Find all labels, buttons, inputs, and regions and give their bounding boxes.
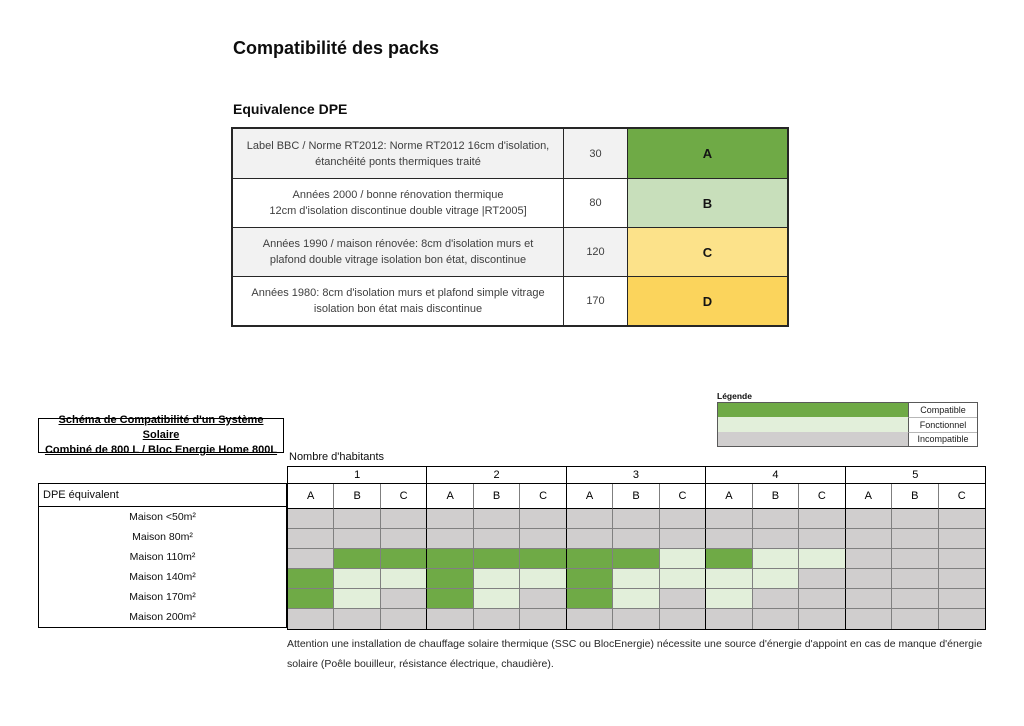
matrix-cell [846,509,892,529]
matrix-data-row [288,569,985,589]
matrix-subcol-cell: B [892,484,938,509]
dpe-grade-cell: D [627,276,787,325]
dpe-description-line: Années 2000 / bonne rénovation thermique [292,189,504,201]
matrix-cell [520,569,566,589]
matrix-cell [846,609,892,629]
note-text [287,634,990,674]
matrix-cell [613,549,659,569]
matrix-cell [939,549,985,569]
matrix-cell [660,509,706,529]
matrix-cell [334,549,380,569]
matrix-row-label: Maison 110m² [129,551,196,563]
matrix-cell [567,549,613,569]
dpe-value-cell: 170 [563,276,627,325]
dpe-grade-cell: C [627,227,787,276]
matrix-cell [288,509,334,529]
matrix-data-row [288,549,985,569]
dpe-value-cell: 30 [563,129,627,178]
matrix-data-row [288,529,985,549]
dpe-description-cell [233,227,563,276]
matrix-cell [427,569,473,589]
matrix-cell [520,549,566,569]
dpe-description-cell [233,129,563,178]
matrix-cell [753,529,799,549]
matrix-subcol-cell: A [567,484,613,509]
matrix-cell [474,589,520,609]
matrix-subcol-cell: B [753,484,799,509]
legend-swatch [718,432,908,446]
schema-title-line: Schéma de Compatibilité d'un Système Solaire [58,414,264,441]
compatibility-matrix [287,466,986,630]
matrix-cell [613,509,659,529]
matrix-cell [660,609,706,629]
dpe-description-line: 12cm d'isolation discontinue double vitrage |RT2005] [269,205,527,217]
dpe-grade-cell: B [627,178,787,227]
matrix-group-cell: 2 [427,467,566,484]
matrix-cell [799,529,845,549]
matrix-cell [753,549,799,569]
dpe-value-cell: 120 [563,227,627,276]
matrix-group-cell: 4 [706,467,845,484]
matrix-cell [334,569,380,589]
dpe-description-line: étanchéité ponts thermiques traité [315,155,481,168]
matrix-cell [334,529,380,549]
matrix-cell [753,509,799,529]
matrix-cell [799,569,845,589]
dpe-grade-cell: A [627,129,787,178]
dpe-description-text [269,187,526,219]
matrix-cell [288,549,334,569]
matrix-cell [474,569,520,589]
matrix-cell [567,509,613,529]
matrix-cell [846,549,892,569]
matrix-subcol-cell: C [520,484,566,509]
matrix-cell [753,589,799,609]
matrix-data-row [288,609,985,629]
legend-label: Compatible [908,403,977,417]
matrix-cell [846,569,892,589]
dpe-description-text [263,236,534,268]
matrix-cell [520,509,566,529]
matrix-data-row [288,589,985,609]
matrix-cell [381,609,427,629]
matrix-cell [706,589,752,609]
matrix-cell [288,589,334,609]
matrix-cell [474,529,520,549]
schema-title-box [38,414,284,456]
note-line: Attention une installation de chauffage solaire thermique (SSC ou BlocEnergie) nécessite une source d'énergie d'appoint en cas de manque d'énergie [287,638,983,650]
matrix-group-cell: 1 [288,467,427,484]
matrix-cell [892,509,938,529]
matrix-cell [567,609,613,629]
matrix-cell [520,529,566,549]
matrix-cell [799,589,845,609]
matrix-cell [567,529,613,549]
matrix-cell [753,609,799,629]
matrix-subcol-header-row [288,484,985,509]
matrix-subcol-cell: C [381,484,427,509]
dpe-description-text [251,285,544,317]
matrix-cell [381,529,427,549]
matrix-cell [613,589,659,609]
legend-label: Incompatible [908,432,977,446]
legend-label: Fonctionnel [908,417,977,431]
matrix-cell [334,609,380,629]
matrix-cell [939,509,985,529]
matrix-cell [892,609,938,629]
matrix-cell [613,529,659,549]
matrix-cell [288,529,334,549]
matrix-cell [892,529,938,549]
matrix-cell [706,569,752,589]
matrix-cell [381,569,427,589]
matrix-row-header: DPE équivalent [39,484,286,507]
matrix-cell [892,569,938,589]
matrix-row-header-box [38,483,287,628]
matrix-cell [892,549,938,569]
matrix-cell [706,549,752,569]
matrix-cell [520,589,566,609]
matrix-cell [660,589,706,609]
dpe-value-cell: 80 [563,178,627,227]
matrix-cell [799,609,845,629]
matrix-cell [334,509,380,529]
matrix-subcol-cell: B [474,484,520,509]
matrix-cell [427,529,473,549]
matrix-cell [613,609,659,629]
matrix-cell [567,589,613,609]
matrix-cell [427,609,473,629]
matrix-cell [799,549,845,569]
matrix-cell [334,589,380,609]
matrix-cell [706,609,752,629]
matrix-cell [939,569,985,589]
matrix-cell [288,609,334,629]
matrix-cell [660,549,706,569]
matrix-row-label: Maison 140m² [129,571,196,583]
matrix-cell [799,509,845,529]
legend-swatch [718,403,908,417]
matrix-subcol-cell: A [288,484,334,509]
matrix-cell [846,529,892,549]
matrix-row-label: Maison <50m² [129,511,196,523]
matrix-cell [660,569,706,589]
matrix-cell [474,509,520,529]
matrix-subcol-cell: A [846,484,892,509]
section-title: Equivalence DPE [233,101,348,117]
matrix-subcol-cell: B [613,484,659,509]
matrix-data-row [288,509,985,529]
dpe-description-cell [233,276,563,325]
matrix-cell [706,509,752,529]
matrix-group-cell: 5 [846,467,985,484]
matrix-subcol-cell: B [334,484,380,509]
matrix-subcol-cell: C [799,484,845,509]
matrix-cell [939,589,985,609]
matrix-cell [381,509,427,529]
matrix-cell [939,529,985,549]
matrix-cell [381,549,427,569]
matrix-row-label: Maison 200m² [129,611,196,623]
dpe-description-cell [233,178,563,227]
matrix-cell [613,569,659,589]
matrix-cell [846,589,892,609]
matrix-group-cell: 3 [567,467,706,484]
page-title: Compatibilité des packs [233,38,440,58]
schema-title-line: Combiné de 800 L / Bloc Energie Home 800L [44,444,278,456]
matrix-group-header-row [288,467,985,484]
matrix-cell [427,589,473,609]
matrix-row-label: Maison 80m² [132,531,193,543]
matrix-cell [892,589,938,609]
dpe-description-text [247,138,550,170]
matrix-cell [660,529,706,549]
legend-swatch [718,417,908,431]
matrix-cell [474,549,520,569]
matrix-subcol-cell: A [427,484,473,509]
matrix-cell [706,529,752,549]
matrix-cell [381,589,427,609]
matrix-cell [567,569,613,589]
matrix-cell [427,549,473,569]
matrix-subcol-cell: C [660,484,706,509]
legend-title: Légende [717,391,752,401]
matrix-cell [520,609,566,629]
matrix-cell [427,509,473,529]
dpe-table [231,127,789,327]
dpe-description-line: plafond double vitrage isolation bon état, discontinue [269,254,527,266]
dpe-description-line: Années 1990 / maison rénovée: 8cm d'isolation murs et [262,238,534,250]
dpe-description-line: Label BBC / Norme RT2012: Norme RT2012 16cm d'isolation, [246,139,550,152]
matrix-cell [474,609,520,629]
note-line: solaire (Poêle bouilleur, résistance électrique, chaudière). [287,658,554,670]
legend-box [717,402,978,447]
matrix-cell [939,609,985,629]
matrix-data-grid [288,509,985,629]
matrix-cell [753,569,799,589]
dpe-description-line: Années 1980: 8cm d'isolation murs et plafond simple vitrage [251,287,545,299]
matrix-row-label: Maison 170m² [129,591,196,603]
matrix-cell [288,569,334,589]
matrix-row-labels [39,507,286,627]
matrix-subcol-cell: C [939,484,985,509]
matrix-axis-label: Nombre d'habitants [289,451,385,463]
dpe-description-line: isolation bon état mais discontinue [313,303,483,315]
matrix-subcol-cell: A [706,484,752,509]
